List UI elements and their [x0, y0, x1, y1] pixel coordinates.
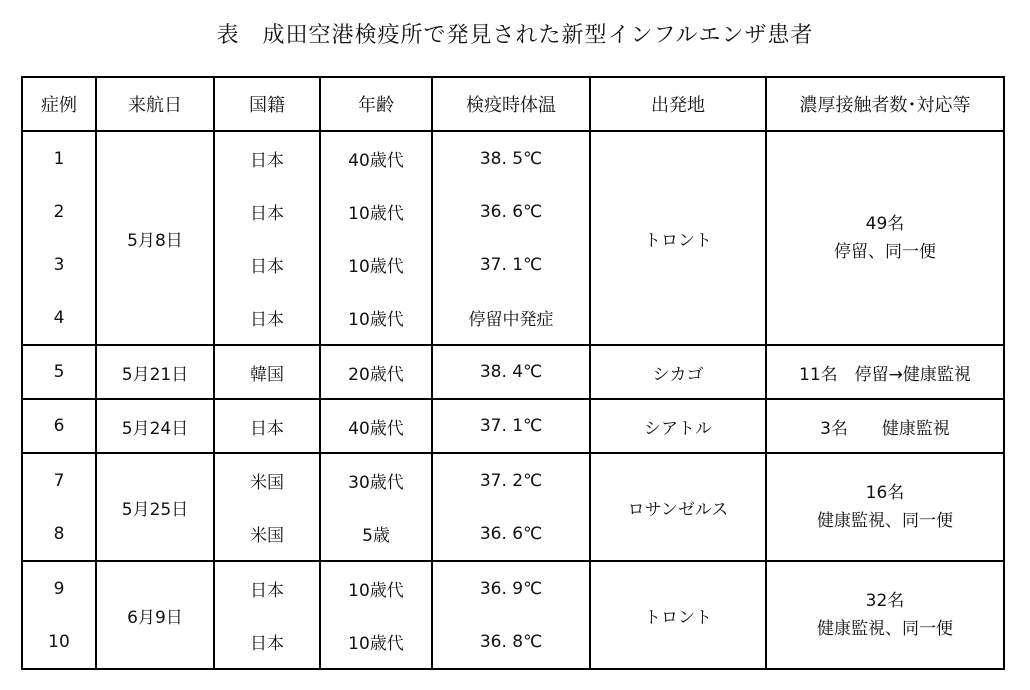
- contacts-response: 停留、同一便: [834, 242, 936, 262]
- header-nationality: 国籍: [214, 77, 320, 131]
- temperature: 38. 5℃: [432, 131, 590, 185]
- nationality: 日本: [214, 131, 320, 185]
- header-temperature: 検疫時体温: [432, 77, 590, 131]
- case-number: 10: [22, 615, 96, 669]
- origin: ロサンゼルス: [590, 453, 766, 561]
- contacts: [766, 453, 1004, 561]
- age: 30歳代: [320, 453, 432, 507]
- arrival-date: 6月9日: [96, 561, 214, 669]
- case-number: 1: [22, 131, 96, 185]
- case-number: 5: [22, 345, 96, 399]
- case-number: 8: [22, 507, 96, 561]
- table-row: [22, 561, 1004, 615]
- nationality: 日本: [214, 238, 320, 291]
- temperature: 36. 6℃: [432, 507, 590, 561]
- contacts: 3名 健康監視: [766, 399, 1004, 453]
- document-title: 表 成田空港検疫所で発見された新型インフルエンザ患者: [216, 23, 814, 48]
- header-row: [22, 77, 1004, 131]
- arrival-date: 5月21日: [96, 345, 214, 399]
- contacts-response: 健康監視、同一便: [817, 511, 953, 531]
- age: 40歳代: [320, 399, 432, 453]
- nationality: 日本: [214, 185, 320, 238]
- patients-table: [21, 76, 1005, 670]
- age: 10歳代: [320, 238, 432, 291]
- header-origin: 出発地: [590, 77, 766, 131]
- case-number: 7: [22, 453, 96, 507]
- origin: シアトル: [590, 399, 766, 453]
- origin: トロント: [590, 561, 766, 669]
- nationality: 日本: [214, 561, 320, 615]
- contacts: 11名 停留→健康監視: [766, 345, 1004, 399]
- nationality: 米国: [214, 453, 320, 507]
- nationality: 韓国: [214, 345, 320, 399]
- temperature: 37. 2℃: [432, 453, 590, 507]
- origin: シカゴ: [590, 345, 766, 399]
- table-row: [22, 453, 1004, 507]
- temperature: 37. 1℃: [432, 399, 590, 453]
- arrival-date: 5月8日: [96, 131, 214, 345]
- case-number: 3: [22, 238, 96, 291]
- age: 5歳: [320, 507, 432, 561]
- arrival-date: 5月25日: [96, 453, 214, 561]
- age: 10歳代: [320, 561, 432, 615]
- contacts-response: 健康監視、同一便: [817, 619, 953, 639]
- header-age: 年齢: [320, 77, 432, 131]
- nationality: 日本: [214, 291, 320, 345]
- table-row: [22, 399, 1004, 453]
- table-row: [22, 345, 1004, 399]
- temperature: 36. 6℃: [432, 185, 590, 238]
- contacts-count: 49名: [865, 214, 905, 234]
- case-number: 4: [22, 291, 96, 345]
- arrival-date: 5月24日: [96, 399, 214, 453]
- age: 20歳代: [320, 345, 432, 399]
- temperature: 36. 9℃: [432, 561, 590, 615]
- contacts-count: 32名: [865, 591, 905, 611]
- age: 10歳代: [320, 615, 432, 669]
- temperature: 停留中発症: [432, 291, 590, 345]
- contacts: [766, 561, 1004, 669]
- age: 10歳代: [320, 185, 432, 238]
- header-arrival-date: 来航日: [96, 77, 214, 131]
- nationality: 米国: [214, 507, 320, 561]
- contacts-count: 16名: [865, 483, 905, 503]
- table-row: [22, 131, 1004, 185]
- age: 10歳代: [320, 291, 432, 345]
- temperature: 37. 1℃: [432, 238, 590, 291]
- temperature: 36. 8℃: [432, 615, 590, 669]
- contacts: [766, 131, 1004, 345]
- case-number: 2: [22, 185, 96, 238]
- case-number: 9: [22, 561, 96, 615]
- header-contacts: 濃厚接触者数･対応等: [766, 77, 1004, 131]
- nationality: 日本: [214, 615, 320, 669]
- age: 40歳代: [320, 131, 432, 185]
- temperature: 38. 4℃: [432, 345, 590, 399]
- origin: トロント: [590, 131, 766, 345]
- nationality: 日本: [214, 399, 320, 453]
- header-case: 症例: [22, 77, 96, 131]
- case-number: 6: [22, 399, 96, 453]
